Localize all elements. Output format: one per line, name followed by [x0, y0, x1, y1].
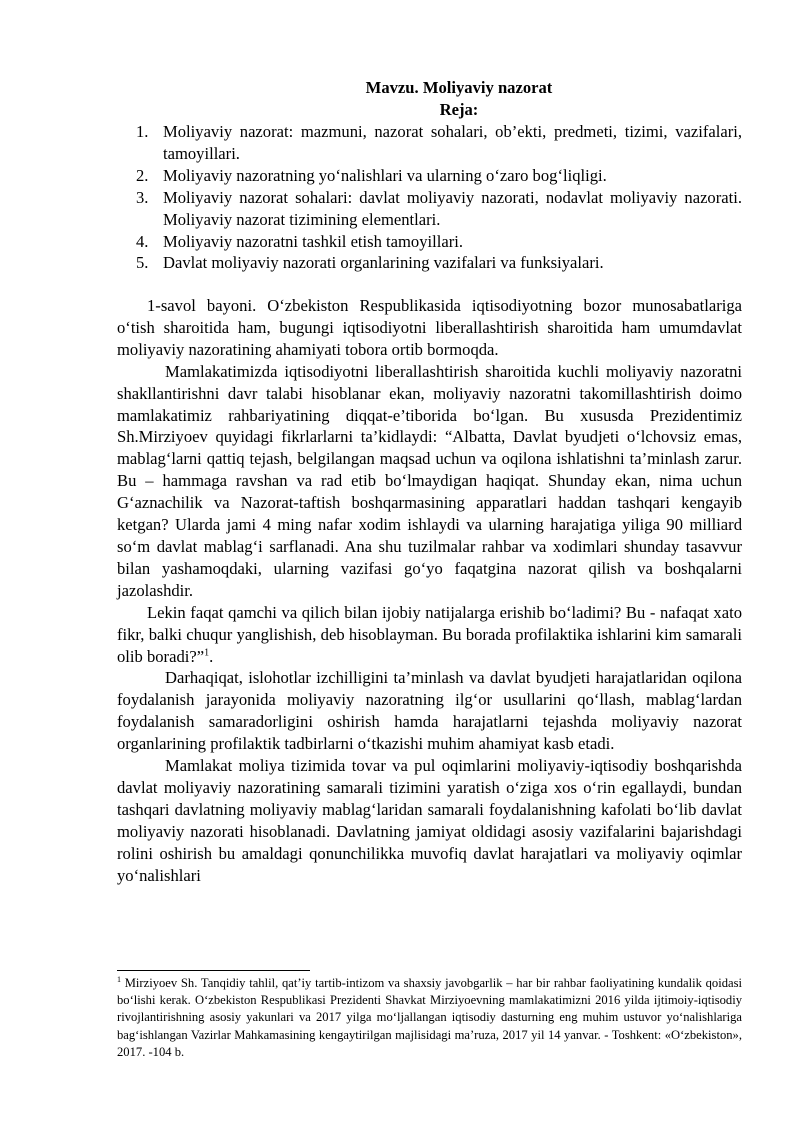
- sentence-period: .: [209, 646, 214, 666]
- plan-item-number: 3.: [136, 187, 149, 207]
- paragraph-quote-end: [117, 602, 742, 668]
- plan-item-number: 4.: [136, 231, 149, 251]
- paragraph: Mamlakatimizda iqtisodiyotni liberallashtirish sharoitida kuchli moliyaviy nazoratni shakllantirishni davr talabi hisoblanar ekan, moliyaviy nazoratni takomillashtirish doimo mamlakatimiz rahbariyatining diqqat-e’tiborida bo‘lgan. Bu xususda Prezidentimiz Sh.Mirziyoev quyidagi fikrlarlarni ta’kidlaydi: “Albatta, Davlat byudjeti o‘lchovsiz emas, mablag‘larni qattiq tejash, belgilangan maqsad uchun va oqilona ishlatishni ta’minlash zarur. Bu – hammaga ravshan va rad etib bo‘lmaydigan haqiqat. Shunday ekan, nima uchun G‘aznachilik va Nazorat-taftish boshqarmasining apparatlari haddan tashqari kengayib ketgan? Ularda jami 4 ming nafar xodim ishlaydi va ularning harajatiga yiliga 90 milliard so‘m davlat mablag‘i sarflanadi. Ana shu tuzilmalar rahbar va xodimlari shunday tasavvur bilan yashamoqdaki, ularning vazifasi go‘yo faqatgina nazorat qilish va boshqalarni jazolashdir.: [117, 361, 742, 600]
- paragraph-text: Lekin faqat qamchi va qilich bilan ijobiy natijalarga erishib bo‘ladimi? Bu - nafaqat xato fikr, balki chuqur yanglishish, deb hisoblayman. Bu borada profilaktika ishlarini kim samarali olib boradi?”: [117, 602, 742, 666]
- paragraph: 1-savol bayoni. O‘zbekiston Respublikasida iqtisodiyotning bozor munosabatlariga o‘tish sharoitida ham, bugungi iqtisodiyotni liberallashtirish sharoitida ham umumdavlat moliyaviy nazoratining ahamiyati tobora ortib bormoqda.: [117, 296, 742, 359]
- footnote: [117, 975, 742, 1061]
- plan-item-number: 1.: [136, 122, 149, 141]
- plan-item-number: 2.: [136, 165, 149, 185]
- plan-item: [117, 165, 742, 187]
- footnote-separator: [117, 970, 310, 971]
- footnote-reference[interactable]: 1: [204, 646, 210, 658]
- plan-item-number: 5.: [136, 253, 149, 273]
- footnote-text: Mirziyoev Sh. Tanqidiy tahlil, qat’iy tartib-intizom va shaxsiy javobgarlik – har bir rahbar faoliyatining kundalik qoidasi bo‘lishi kerak. O‘zbekiston Respublikasi Prezidenti Shavkat Mirziyoevning mamlakatimizni 2016 yilda ijtimoiy-iqtisodiy rivojlantirishning asosiy yakunlari va 2017 yilga mo‘ljallangan iqtisodiy dasturning eng muhim ustuvor yo‘nalishlariga bag‘ishlangan Vazirlar Mahkamasining kengaytirilgan majlisidagi ma’ruza, 2017 yil 14 yanvar. - Toshkent: «O‘zbekiston», 2017. -104 b.: [117, 976, 742, 1059]
- plan-item-text: Moliyaviy nazorat sohalari: davlat moliyaviy nazorati, nodavlat moliyaviy nazorati. Moliyaviy nazorat tizimining elementlari.: [163, 187, 742, 229]
- plan-item-text: Moliyaviy nazorat: mazmuni, nazorat sohalari, ob’ekti, predmeti, tizimi, vazifalari, tamoyillari.: [163, 122, 742, 163]
- plan-item: [117, 187, 742, 231]
- paragraph: Mamlakat moliya tizimida tovar va pul oqimlarini moliyaviy-iqtisodiy boshqarishda davlat moliyaviy nazoratining samarali tizimini yaratish o‘ziga xos o‘rin egallaydi, bundan tashqari davlatning moliyaviy mablag‘laridan samarali foydalanishning kafolati bo‘lib davlat moliyaviy nazorati hisoblanadi. Davlatning jamiyat oldidagi asosiy vazifalarini bajarishdagi rolini oshirish bu amaldagi qonunchilikka muvofiq davlat harajatlari va moliyaviy oqimlar yo‘nalishlari: [117, 756, 742, 885]
- plan-item: [117, 252, 742, 274]
- plan-item-text: Moliyaviy nazoratni tashkil etish tamoyillari.: [163, 231, 464, 251]
- document-title: Mavzu. Moliyaviy nazorat: [365, 78, 553, 97]
- plan-item: [117, 231, 742, 253]
- plan-item-text: Moliyaviy nazoratning yo‘nalishlari va ularning o‘zaro bog‘liqligi.: [163, 165, 607, 185]
- document-body: [117, 295, 742, 886]
- paragraph: Darhaqiqat, islohotlar izchilligini ta’minlash va davlat byudjeti harajatlaridan oqilona foydalanish jarayonida moliyaviy nazoratning ilg‘or usullarini qo‘llash, mablag‘lardan foydalanish samaradorligini oshirish hamda harajatlarni tejashda moliyaviy nazorat organlarining profilaktik tadbirlarni o‘tkazishi muhim ahamiyat kasb etadi.: [117, 668, 742, 754]
- plan-item: [117, 121, 742, 165]
- plan-item-text: Davlat moliyaviy nazorati organlarining vazifalari va funksiyalari.: [163, 253, 604, 273]
- footnote-marker: 1: [117, 974, 121, 984]
- plan-list: [117, 121, 742, 274]
- plan-heading: Reja:: [439, 100, 479, 119]
